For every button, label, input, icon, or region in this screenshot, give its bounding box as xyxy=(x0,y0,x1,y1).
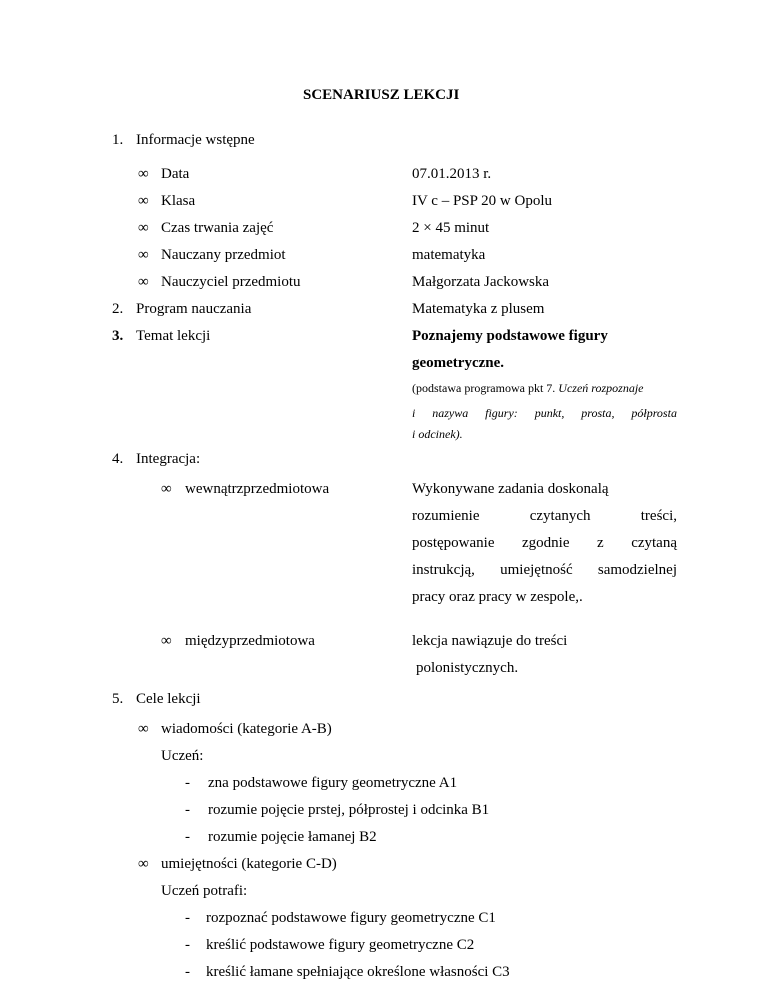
text-word: zgodnie xyxy=(522,535,570,551)
goal-text: kreślić podstawowe figury geometryczne C2 xyxy=(206,937,475,953)
curriculum-note-line-2 xyxy=(412,404,677,422)
section-2-number: 2. xyxy=(112,301,124,317)
infinity-bullet-icon: ∞ xyxy=(161,481,172,497)
goal-text: rozumie pojęcie prstej, półprostej i odcinka B1 xyxy=(208,802,490,818)
goal-text: rozumie pojęcie łamanej B2 xyxy=(208,829,377,845)
dash-bullet: - xyxy=(185,937,190,953)
integration-internal-line-1: Wykonywane zadania doskonalą xyxy=(412,481,609,497)
integration-cross-line-2: polonistycznych. xyxy=(416,660,519,676)
infinity-bullet-icon: ∞ xyxy=(161,633,172,649)
section-5-heading: Cele lekcji xyxy=(136,691,201,707)
goals-knowledge-intro: Uczeń: xyxy=(161,748,204,764)
text-word: instrukcją, xyxy=(412,562,475,578)
goal-text: rozpoznać podstawowe figury geometryczne C1 xyxy=(206,910,496,926)
info-label: Czas trwania zajęć xyxy=(161,220,274,236)
info-label: Nauczyciel przedmiotu xyxy=(161,274,301,290)
note-word: figury: xyxy=(485,406,518,420)
integration-internal-line-5: pracy oraz pracy w zespole,. xyxy=(412,589,583,605)
note-italic-text: Uczeń rozpoznaje xyxy=(558,381,644,395)
note-word: nazywa xyxy=(432,406,469,420)
curriculum-note-line-3: i odcinek). xyxy=(412,427,463,441)
document-title: SCENARIUSZ LEKCJI xyxy=(303,87,460,103)
goals-skills-intro: Uczeń potrafi: xyxy=(161,883,248,899)
infinity-bullet-icon: ∞ xyxy=(138,247,149,263)
integration-internal-line-2 xyxy=(412,507,677,525)
section-3-number: 3. xyxy=(112,328,124,344)
section-4-heading: Integracja: xyxy=(136,451,201,467)
dash-bullet: - xyxy=(185,775,190,791)
note-word: półprosta xyxy=(631,406,677,420)
integration-cross-line-1: lekcja nawiązuje do treści xyxy=(412,633,568,649)
infinity-bullet-icon: ∞ xyxy=(138,856,149,872)
info-value: IV c – PSP 20 w Opolu xyxy=(412,193,553,209)
text-word: samodzielnej xyxy=(597,562,677,578)
integration-internal-line-3 xyxy=(412,534,677,552)
program-value: Matematyka z plusem xyxy=(412,301,545,317)
infinity-bullet-icon: ∞ xyxy=(138,220,149,236)
info-label: Klasa xyxy=(161,193,196,209)
dash-bullet: - xyxy=(185,802,190,818)
goals-knowledge-label: wiadomości (kategorie A-B) xyxy=(161,721,332,737)
integration-internal-label: wewnątrzprzedmiotowa xyxy=(185,481,330,497)
section-5-number: 5. xyxy=(112,691,124,707)
info-value: matematyka xyxy=(412,247,486,263)
text-word: czytaną xyxy=(631,535,677,551)
integration-internal-line-4 xyxy=(412,561,677,579)
infinity-bullet-icon: ∞ xyxy=(138,166,149,182)
info-value: 07.01.2013 r. xyxy=(412,166,492,182)
text-word: postępowanie xyxy=(412,535,495,551)
section-2-heading: Program nauczania xyxy=(136,301,252,317)
section-1-heading: Informacje wstępne xyxy=(136,132,255,148)
section-3-heading: Temat lekcji xyxy=(136,328,211,344)
infinity-bullet-icon: ∞ xyxy=(138,274,149,290)
goals-skills-label: umiejętności (kategorie C-D) xyxy=(161,856,337,872)
topic-line-2: geometryczne. xyxy=(412,355,505,371)
info-value: 2 × 45 minut xyxy=(412,220,490,236)
dash-bullet: - xyxy=(185,829,190,845)
note-word: punkt, xyxy=(534,406,565,420)
goal-text: kreślić łamane spełniające określone własności C3 xyxy=(206,964,510,980)
dash-bullet: - xyxy=(185,910,190,926)
text-word: z xyxy=(597,535,604,551)
text-word: treści, xyxy=(640,508,677,524)
info-label: Data xyxy=(161,166,190,182)
dash-bullet: - xyxy=(185,964,190,980)
note-plain-text: (podstawa programowa pkt 7. xyxy=(412,381,556,395)
note-word: i xyxy=(412,406,416,420)
infinity-bullet-icon: ∞ xyxy=(138,721,149,737)
text-word: rozumienie xyxy=(412,508,480,524)
integration-cross-label: międzyprzedmiotowa xyxy=(185,633,315,649)
infinity-bullet-icon: ∞ xyxy=(138,193,149,209)
info-label: Nauczany przedmiot xyxy=(161,247,286,263)
section-4-number: 4. xyxy=(112,451,124,467)
curriculum-note-line-1 xyxy=(412,381,644,396)
text-word: czytanych xyxy=(529,508,591,524)
note-word: prosta, xyxy=(581,406,615,420)
section-1-number: 1. xyxy=(112,132,124,148)
text-word: umiejętność xyxy=(500,562,573,578)
info-value: Małgorzata Jackowska xyxy=(412,274,550,290)
topic-line-1: Poznajemy podstawowe figury xyxy=(412,328,608,344)
goal-text: zna podstawowe figury geometryczne A1 xyxy=(208,775,458,791)
